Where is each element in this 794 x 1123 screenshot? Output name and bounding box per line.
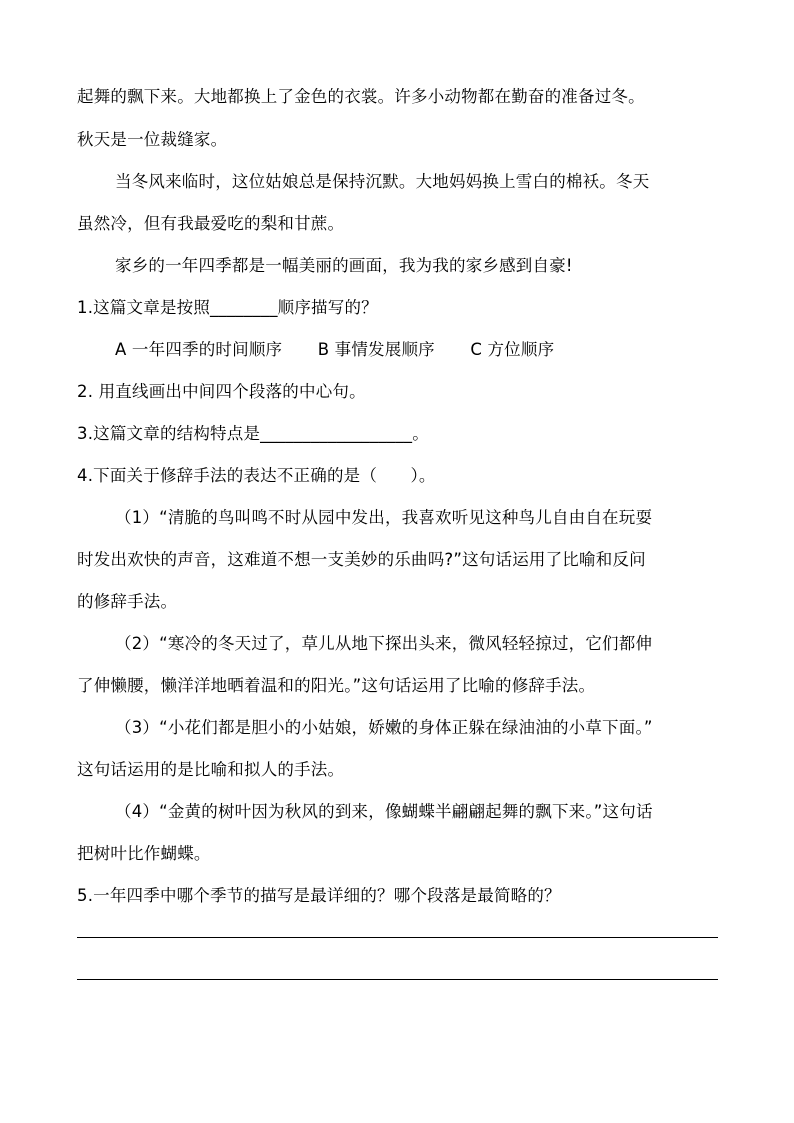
q4-item-4-continued: 把树叶比作蝴蝶。 xyxy=(77,844,211,863)
question-1-options xyxy=(115,338,554,362)
question-1: 1.这篇文章是按照________顺序描写的？ xyxy=(77,298,378,317)
paragraph-closing: 家乡的一年四季都是一幅美丽的画面，我为我的家乡感到自豪! xyxy=(115,256,573,275)
passage-line: 秋天是一位裁缝家。 xyxy=(77,130,228,149)
option-b: B 事情发展顺序 xyxy=(317,340,435,359)
q4-item-1-continued: 的修辞手法。 xyxy=(77,592,178,611)
q4-item-2-continued: 了伸懒腰，懒洋洋地晒着温和的阳光。”这句话运用了比喻的修辞手法。 xyxy=(77,676,596,695)
paragraph-winter: 当冬风来临时，这位姑娘总是保持沉默。大地妈妈换上雪白的棉袄。冬天 xyxy=(115,172,650,191)
question-4: 4.下面关于修辞手法的表达不正确的是（ ）。 xyxy=(77,466,436,485)
q4-item-4: （4）“金黄的树叶因为秋风的到来，像蝴蝶半翩翩起舞的飘下来。”这句话 xyxy=(115,802,653,821)
question-5: 5.一年四季中哪个季节的描写是最详细的？哪个段落是最简略的？ xyxy=(77,886,561,905)
passage-line: 起舞的飘下来。大地都换上了金色的衣裳。许多小动物都在勤奋的准备过冬。 xyxy=(77,87,645,106)
question-3: 3.这篇文章的结构特点是__________________。 xyxy=(77,424,429,443)
q4-item-1-continued: 时发出欢快的声音，这难道不想一支美妙的乐曲吗?”这句话运用了比喻和反问 xyxy=(77,550,646,569)
option-a: A 一年四季的时间顺序 xyxy=(115,340,283,359)
q4-item-2: （2）“寒冷的冬天过了，草儿从地下探出头来，微风轻轻掠过，它们都伸 xyxy=(115,634,653,653)
answer-line xyxy=(77,937,718,938)
paragraph-winter-continued: 虽然冷，但有我最爱吃的梨和甘蔗。 xyxy=(77,214,345,233)
answer-line xyxy=(77,979,718,980)
q4-item-3-continued: 这句话运用的是比喻和拟人的手法。 xyxy=(77,760,345,779)
question-2: 2. 用直线画出中间四个段落的中心句。 xyxy=(77,382,366,401)
q4-item-3: （3）“小花们都是胆小的小姑娘，娇嫩的身体正躲在绿油油的小草下面。” xyxy=(115,718,653,737)
q4-item-1: （1）“清脆的鸟叫鸣不时从园中发出，我喜欢听见这种鸟儿自由自在玩耍 xyxy=(115,508,653,527)
option-c: C 方位顺序 xyxy=(470,340,555,359)
